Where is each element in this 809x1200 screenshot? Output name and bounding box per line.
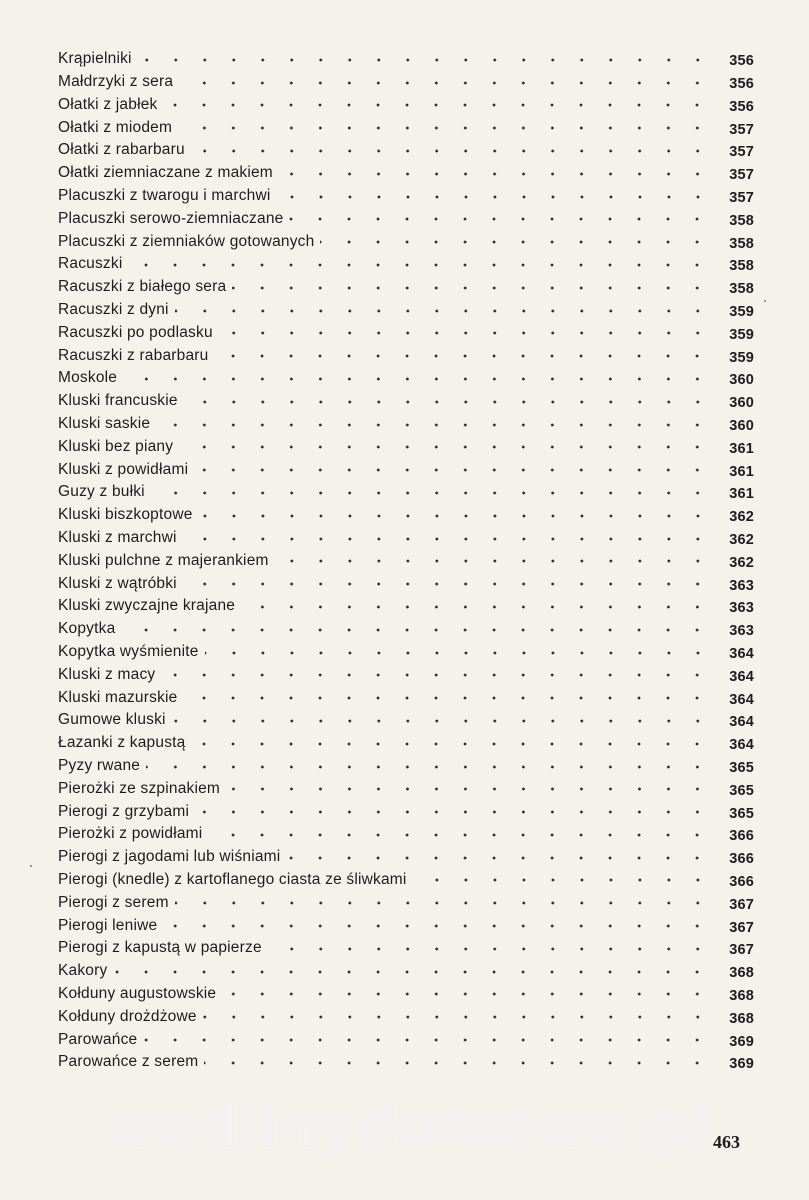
toc-entry-page: 358: [729, 281, 754, 298]
toc-entry: [58, 67, 754, 93]
toc-entry: [58, 614, 754, 640]
toc-entry-title: Racuszki z dyni: [58, 301, 169, 319]
toc-entry-title: Ołatki ziemniaczane z makiem: [58, 164, 273, 182]
toc-entry-title: Łazanki z kapustą: [58, 734, 186, 752]
toc-entry: [58, 910, 754, 936]
dot-leader: [183, 534, 712, 544]
toc-entry-title: Kluski mazurskie: [58, 688, 178, 706]
toc-entry-page: 369: [729, 1056, 754, 1073]
toc-entry: [58, 249, 754, 275]
toc-entry: [58, 523, 754, 549]
toc-entry-page: 358: [729, 258, 754, 275]
toc-entry-title: Pierożki ze szpinakiem: [58, 779, 221, 797]
toc-entry-page: 359: [729, 349, 754, 366]
watermark-text: wedlinydomowe.pl: [104, 1094, 712, 1159]
toc-entry-page: 365: [729, 760, 754, 776]
paper-speck: [30, 865, 32, 867]
dot-leader: [183, 579, 712, 589]
toc-entry-page: 362: [729, 532, 754, 549]
toc-entry-page: 364: [729, 737, 754, 754]
dot-leader: [226, 784, 712, 794]
toc-entry: [58, 158, 754, 184]
toc-entry-page: 362: [729, 554, 754, 571]
toc-entry-page: 367: [729, 896, 754, 913]
toc-entry: [58, 204, 754, 227]
toc-entry-title: Kopytka wyśmienite: [58, 643, 199, 661]
toc-entry: [58, 546, 754, 569]
toc-entry: [58, 568, 754, 594]
dot-leader: [214, 351, 712, 361]
toc-entry: [58, 112, 754, 138]
dot-leader: [175, 898, 712, 908]
dot-leader: [163, 100, 712, 110]
toc-entry-page: 361: [729, 463, 754, 480]
dot-leader: [175, 306, 712, 316]
toc-entry-page: 357: [729, 121, 754, 138]
toc-entry-title: Kluski zwyczajne krajane: [58, 597, 236, 615]
toc-entry: [58, 682, 754, 708]
toc-entry: [58, 1047, 754, 1073]
toc-entry-page: 368: [729, 965, 754, 982]
dot-leader: [203, 1012, 712, 1022]
toc-entry-page: 363: [729, 623, 754, 640]
toc-entry: [58, 819, 754, 845]
dot-leader: [178, 123, 712, 133]
toc-entry: [58, 751, 754, 774]
toc-entry-title: Pierogi z serem: [58, 893, 169, 911]
toc-entry: [58, 956, 754, 982]
toc-entry-title: Racuszki po podlasku: [58, 323, 213, 341]
toc-entry-page: 365: [729, 782, 754, 799]
toc-entry-page: 360: [729, 395, 754, 412]
dot-leader: [219, 328, 712, 338]
toc-entry-title: Placuszki z ziemniaków gotowanych: [58, 232, 315, 250]
toc-entry-title: Pyzy rwane: [58, 757, 141, 774]
dot-leader: [289, 214, 712, 224]
toc-entry-title: Gumowe kluski: [58, 711, 166, 729]
dot-leader: [121, 625, 712, 635]
toc-entry: [58, 637, 754, 663]
dot-leader: [128, 260, 712, 270]
toc-entry: [58, 1024, 754, 1050]
dot-leader: [277, 192, 712, 202]
toc-entry-title: Placuszki z twarogu i marchwi: [58, 187, 271, 205]
toc-entry-page: 363: [729, 577, 754, 594]
toc-entry: [58, 181, 754, 207]
dot-leader: [191, 146, 712, 156]
dot-leader: [184, 397, 712, 407]
toc-entry-title: Racuszki z białego sera: [58, 278, 227, 296]
dot-leader: [163, 921, 712, 931]
toc-entry-title: Pierogi z jagodami lub wiśniami: [58, 848, 281, 866]
toc-entry-page: 358: [729, 235, 754, 252]
toc-entry: [58, 135, 754, 161]
toc-entry: [58, 272, 754, 298]
toc-entry: [58, 933, 754, 959]
toc-entry-title: Parowańce: [58, 1030, 138, 1048]
toc-entry-page: 366: [729, 828, 754, 845]
toc-entry: [58, 477, 754, 503]
toc-entry: [58, 660, 754, 683]
toc-entry-page: 360: [729, 418, 754, 435]
toc-entry-page: 367: [729, 919, 754, 936]
paper-speck: [764, 300, 766, 302]
dot-leader: [123, 374, 712, 384]
toc-entry-title: Kołduny drożdżowe: [58, 1007, 197, 1025]
toc-entry-page: 356: [729, 76, 754, 93]
toc-entry-title: Racuszki: [58, 255, 123, 273]
toc-entry-title: Kluski z marchwi: [58, 529, 177, 547]
table-of-contents: [58, 44, 754, 1073]
toc-entry-page: 361: [729, 440, 754, 457]
toc-entry-page: 366: [729, 873, 754, 890]
toc-entry-title: Małdrzyki z sera: [58, 73, 174, 91]
toc-entry-title: Pierożki z powidłami: [58, 825, 203, 843]
dot-leader: [191, 739, 712, 749]
toc-entry: [58, 1001, 754, 1027]
dot-leader: [204, 1058, 712, 1068]
toc-entry: [58, 500, 754, 526]
toc-entry-title: Krąpielniki: [58, 50, 132, 68]
toc-entry-title: Ołatki z jabłek: [58, 95, 158, 113]
toc-entry-page: 357: [729, 144, 754, 161]
toc-entry-page: 369: [729, 1033, 754, 1050]
dot-leader: [179, 442, 712, 452]
dot-leader: [205, 648, 712, 658]
dot-leader: [113, 967, 712, 977]
toc-entry-title: Pierogi z kapustą w papierze: [58, 939, 262, 957]
toc-entry: [58, 887, 754, 913]
toc-entry-page: 360: [729, 372, 754, 389]
dot-leader: [199, 511, 712, 521]
dot-leader: [320, 237, 712, 247]
toc-entry-page: 364: [729, 691, 754, 708]
toc-entry-title: Racuszki z rabarbaru: [58, 346, 209, 364]
toc-entry-page: 357: [729, 190, 754, 207]
toc-entry: [58, 386, 754, 412]
toc-entry: [58, 44, 754, 70]
toc-entry-title: Kakory: [58, 962, 108, 980]
toc-entry-page: 368: [729, 1010, 754, 1027]
dot-leader: [195, 807, 712, 817]
dot-leader: [161, 670, 712, 680]
dot-leader: [183, 693, 712, 703]
dot-leader: [172, 716, 712, 726]
toc-entry-page: 363: [729, 600, 754, 617]
page-number: 463: [713, 1132, 740, 1152]
toc-entry: [58, 591, 754, 617]
toc-entry: [58, 340, 754, 366]
dot-leader: [268, 944, 712, 954]
toc-entry: [58, 226, 754, 252]
toc-entry-title: Ołatki z rabarbaru: [58, 141, 185, 159]
dot-leader: [143, 1035, 712, 1045]
toc-entry-title: Kluski z macy: [58, 665, 156, 683]
dot-leader: [413, 875, 712, 885]
dot-leader: [179, 78, 712, 88]
dot-leader: [275, 556, 712, 566]
toc-entry-page: 362: [729, 509, 754, 526]
toc-entry-title: Guzy z bułki: [58, 483, 145, 501]
toc-entry-title: Kluski biszkoptowe: [58, 506, 193, 524]
dot-leader: [279, 169, 712, 179]
toc-entry: [58, 363, 754, 389]
toc-entry-page: 358: [729, 212, 754, 229]
toc-entry-title: Pierogi z grzybami: [58, 802, 190, 820]
toc-entry-page: 367: [729, 942, 754, 959]
dot-leader: [194, 465, 712, 475]
toc-entry-page: 356: [729, 98, 754, 115]
toc-entry-title: Kluski saskie: [58, 415, 151, 433]
toc-entry: [58, 979, 754, 1002]
toc-entry: [58, 865, 754, 888]
toc-entry-title: Pierogi leniwe: [58, 916, 158, 934]
toc-entry-page: 359: [729, 304, 754, 321]
toc-entry-page: 366: [729, 851, 754, 868]
dot-leader: [146, 762, 712, 772]
toc-entry-title: Kluski z wątróbki: [58, 574, 177, 592]
toc-entry: [58, 90, 754, 113]
toc-entry-title: Pierogi (knedle) z kartoflanego ciasta ze śliwkami: [58, 870, 407, 888]
toc-entry: [58, 774, 754, 797]
toc-entry: [58, 454, 754, 480]
toc-entry: [58, 796, 754, 822]
dot-leader: [286, 853, 712, 863]
toc-entry: [58, 409, 754, 435]
dot-leader: [138, 55, 712, 65]
dot-leader: [232, 283, 712, 293]
toc-entry-title: Parowańce z serem: [58, 1053, 199, 1071]
toc-entry: [58, 318, 754, 341]
toc-entry-page: 356: [729, 53, 754, 70]
toc-entry-page: 359: [729, 326, 754, 343]
toc-entry-page: 364: [729, 646, 754, 663]
toc-entry-title: Placuszki serowo-ziemniaczane: [58, 209, 284, 227]
toc-entry: [58, 728, 754, 754]
dot-leader: [222, 989, 712, 999]
toc-entry-page: 368: [729, 987, 754, 1004]
toc-entry: [58, 295, 754, 321]
toc-entry: [58, 842, 754, 868]
dot-leader: [156, 420, 712, 430]
toc-entry-title: Kopytka: [58, 620, 116, 638]
toc-entry-title: Kluski z powidłami: [58, 460, 189, 478]
dot-leader: [151, 488, 712, 498]
toc-entry: [58, 432, 754, 455]
toc-entry-title: Kluski pulchne z majerankiem: [58, 551, 269, 569]
dot-leader: [241, 602, 712, 612]
toc-entry-title: Kluski bez piany: [58, 437, 174, 455]
toc-entry-title: Ołatki z miodem: [58, 118, 173, 136]
dot-leader: [208, 830, 712, 840]
toc-entry-page: 365: [729, 805, 754, 822]
toc-entry-page: 361: [729, 486, 754, 503]
toc-entry-title: Kołduny augustowskie: [58, 984, 217, 1002]
toc-entry-page: 364: [729, 714, 754, 731]
toc-entry-title: Kluski francuskie: [58, 392, 178, 410]
toc-entry: [58, 705, 754, 731]
toc-entry-page: 357: [729, 167, 754, 184]
toc-entry-page: 364: [729, 668, 754, 685]
toc-entry-title: Moskole: [58, 369, 118, 387]
